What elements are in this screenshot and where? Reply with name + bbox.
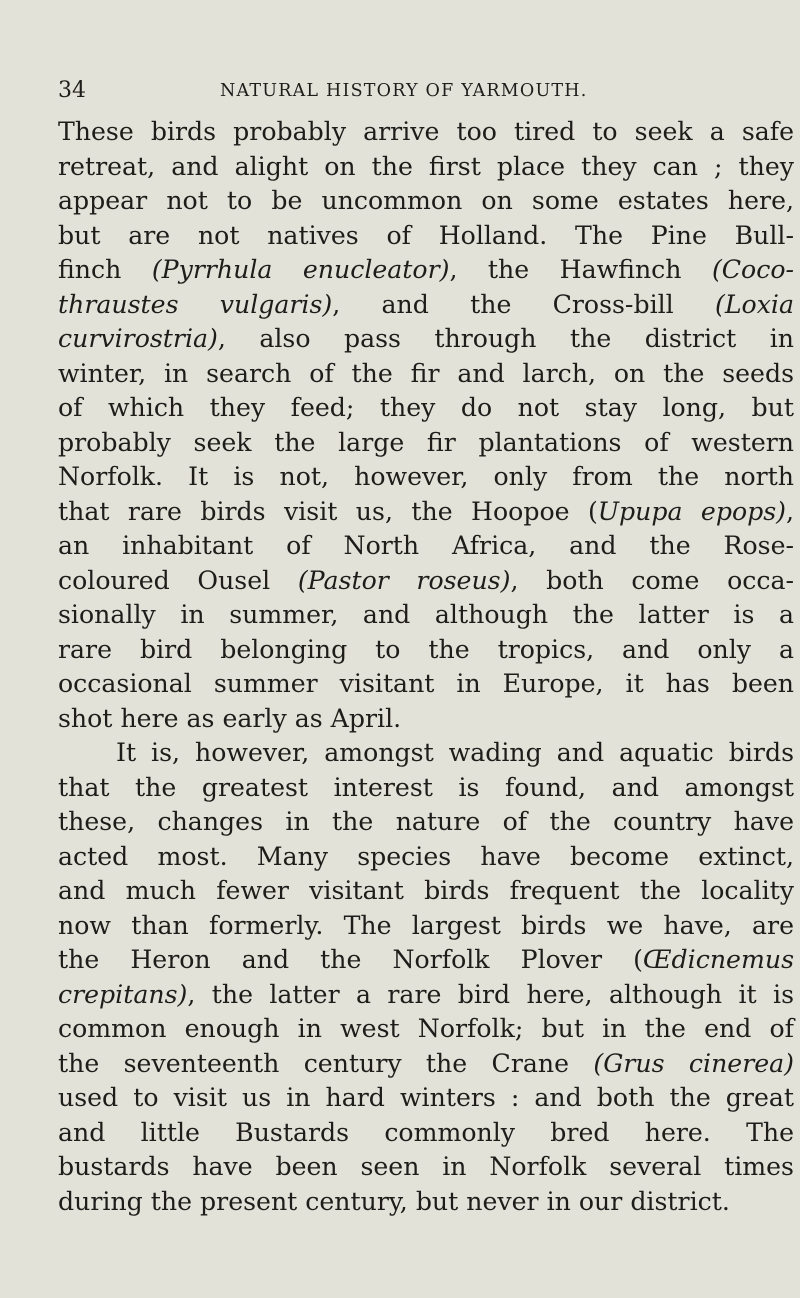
text-line: [58, 1185, 794, 1220]
text-run: ,: [785, 496, 794, 526]
text-line: [58, 460, 794, 495]
text-line: [58, 943, 794, 978]
text-run: that rare birds visit us, the Hoopoe (: [58, 496, 598, 526]
text-line: [58, 633, 794, 668]
text-run: , the Hawfinch: [449, 255, 712, 284]
text-line: [58, 1150, 794, 1185]
text-run: winter, in search of the fir and larch, on the seeds: [58, 358, 794, 388]
text-line: [58, 150, 794, 185]
text-line: [58, 702, 794, 737]
text-line: [58, 771, 794, 806]
text-line: [58, 253, 794, 288]
italic-species-name: Œdicnemus: [642, 945, 794, 974]
text-line: [58, 1047, 794, 1082]
text-run: and much fewer visitant birds frequent the locality: [58, 876, 794, 905]
italic-species-name: Upupa epops): [597, 496, 786, 526]
text-line: [58, 391, 794, 426]
page-header: [58, 78, 748, 106]
italic-species-name: curvirostria): [58, 324, 218, 353]
text-line: [58, 1012, 794, 1047]
italic-species-name: (Grus cinerea): [593, 1048, 794, 1078]
text-run: probably seek the large fir plantations of western: [58, 427, 794, 457]
text-run: an inhabitant of North Africa, and the Rose-: [58, 531, 794, 560]
text-run: of which they feed; they do not stay long, but: [58, 393, 794, 422]
text-line: [58, 115, 794, 150]
text-line: [58, 564, 794, 599]
text-run: sionally in summer, and although the latter is a: [58, 600, 794, 629]
text-run: used to visit us in hard winters : and both the great: [58, 1083, 794, 1112]
text-line: [58, 219, 794, 254]
text-line: [58, 184, 794, 219]
text-line: [58, 357, 794, 392]
text-line: [58, 805, 794, 840]
text-line: [58, 874, 794, 909]
text-run: common enough in west Norfolk; but in the end of: [58, 1014, 794, 1043]
text-line: [58, 598, 794, 633]
text-run: rare bird belonging to the tropics, and only a: [58, 634, 794, 664]
italic-species-name: (Pyrrhula enucleator): [151, 255, 450, 284]
text-run: , the latter a rare bird here, although it is: [187, 979, 794, 1009]
text-run: Norfolk. It is not, however, only from the north: [58, 462, 794, 491]
text-line: [58, 529, 794, 564]
text-run: but are not natives of Holland. The Pine Bull-: [58, 220, 794, 250]
italic-species-name: crepitans): [58, 979, 188, 1009]
text-line: [58, 978, 794, 1013]
text-run: that the greatest interest is found, and amongst: [58, 772, 794, 802]
text-run: occasional summer visitant in Europe, it has been: [58, 669, 794, 698]
text-run: These birds probably arrive too tired to seek a safe: [58, 117, 794, 146]
text-line: [58, 667, 794, 702]
italic-species-name: (Pastor roseus): [297, 565, 511, 595]
text-run: appear not to be uncommon on some estates here,: [58, 186, 794, 215]
text-line: [58, 426, 794, 461]
text-line: [58, 322, 794, 357]
italic-species-name: (Coco-: [711, 255, 794, 284]
body-text: [58, 115, 794, 1219]
running-head: NATURAL HISTORY OF YARMOUTH.: [220, 81, 588, 101]
italic-species-name: thraustes vulgaris): [58, 289, 333, 319]
text-line: [58, 909, 794, 944]
text-line: [58, 1081, 794, 1116]
text-run: now than formerly. The largest birds we have, are: [58, 910, 794, 940]
text-run: and little Bustards commonly bred here. The: [58, 1117, 794, 1147]
text-line: [58, 495, 794, 530]
text-run: the seventeenth century the Crane: [58, 1048, 594, 1078]
text-run: coloured Ousel: [58, 565, 298, 595]
text-run: It is, however, amongst wading and aquatic birds: [116, 738, 794, 767]
text-run: these, changes in the nature of the country have: [58, 807, 794, 836]
italic-species-name: (Loxia: [715, 289, 794, 319]
text-line: [58, 736, 794, 771]
text-line: [58, 840, 794, 875]
text-line: [58, 288, 794, 323]
text-run: bustards have been seen in Norfolk several times: [58, 1152, 794, 1181]
text-run: acted most. Many species have become extinct,: [58, 841, 794, 871]
page-number: 34: [58, 78, 86, 103]
text-run: during the present century, but never in our district.: [58, 1186, 730, 1216]
text-run: , and the Cross-bill: [332, 289, 715, 319]
text-run: shot here as early as April.: [58, 703, 402, 733]
text-run: retreat, and alight on the first place they can ; they: [58, 151, 794, 181]
text-run: finch: [58, 255, 152, 284]
text-run: the Heron and the Norfolk Plover (: [58, 945, 643, 974]
text-run: , both come occa-: [510, 565, 794, 595]
text-line: [58, 1116, 794, 1151]
text-run: , also pass through the district in: [217, 324, 794, 353]
